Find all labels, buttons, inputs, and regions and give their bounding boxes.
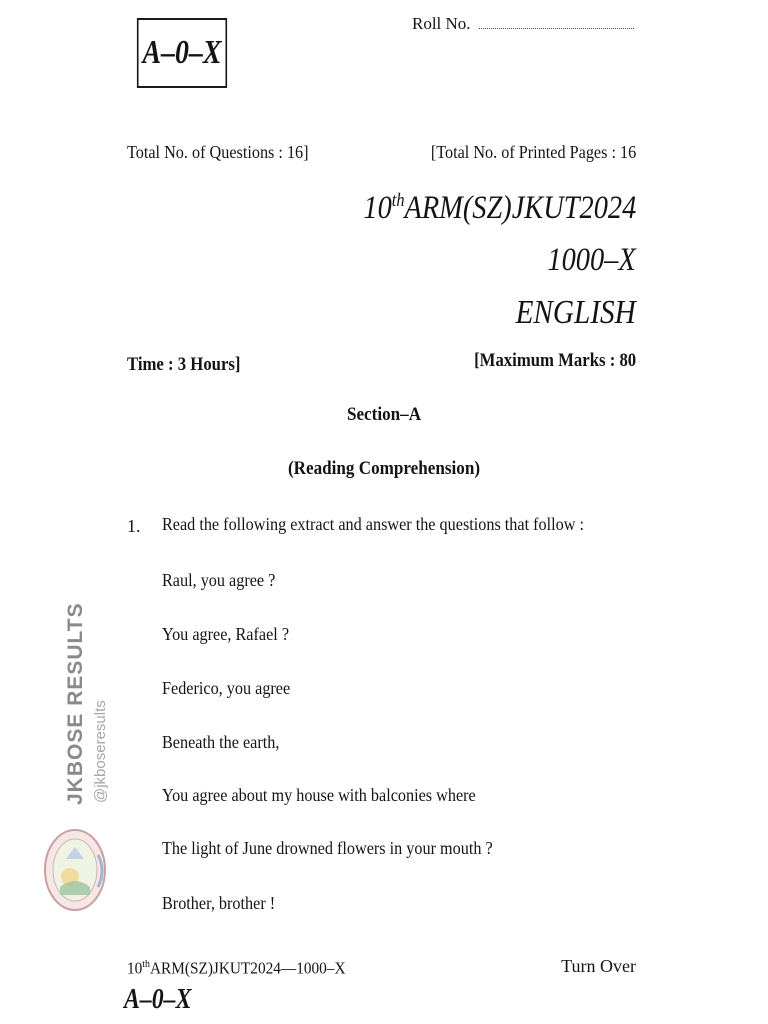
section-subtitle: (Reading Comprehension) [287, 458, 481, 479]
watermark [12, 570, 112, 930]
poem-line: Raul, you agree ? [162, 570, 276, 590]
section-title: Section–A [346, 404, 422, 425]
poem-line: You agree, Rafael ? [162, 624, 290, 644]
roll-label: Roll No. [412, 14, 471, 33]
turn-over-label: Turn Over [561, 956, 636, 976]
poem-line: You agree about my house with balconies where [162, 785, 476, 805]
footer-set-code: A–0–X [124, 984, 192, 1015]
roll-number-field [412, 14, 634, 34]
exam-code [363, 190, 636, 227]
total-pages: [Total No. of Printed Pages : 16 [430, 142, 636, 162]
poem-line: Beneath the earth, [162, 732, 280, 752]
poem-line: Federico, you agree [162, 678, 291, 698]
board-seal-logo [40, 825, 110, 915]
poem-line: Brother, brother ! [162, 893, 276, 913]
footer-code-prefix: 10 [127, 958, 143, 978]
footer-exam-code [127, 958, 346, 979]
roll-number-blank [479, 16, 634, 29]
total-questions: Total No. of Questions : 16] [127, 142, 309, 162]
poem-line: The light of June drowned flowers in your mouth ? [162, 838, 493, 858]
time-allowed: Time : 3 Hours] [127, 354, 241, 375]
subject-title: ENGLISH [515, 294, 636, 331]
exam-code-sup: th [391, 190, 405, 211]
maximum-marks: [Maximum Marks : 80 [473, 350, 636, 371]
question-number: 1. [127, 516, 141, 536]
set-code: A–0–X [142, 34, 222, 71]
watermark-handle: @jkboseresults [92, 700, 109, 803]
footer-code-rest: ARM(SZ)JKUT2024—1000–X [150, 958, 346, 978]
exam-code-rest: ARM(SZ)JKUT2024 [404, 190, 636, 226]
exam-code-prefix: 10 [363, 190, 392, 226]
paper-number: 1000–X [547, 242, 636, 278]
footer-code-sup: th [142, 958, 151, 970]
watermark-brand: JKBOSE RESULTS [64, 602, 87, 805]
question-text: Read the following extract and answer the questions that follow : [162, 514, 585, 534]
set-code-box [137, 18, 227, 88]
